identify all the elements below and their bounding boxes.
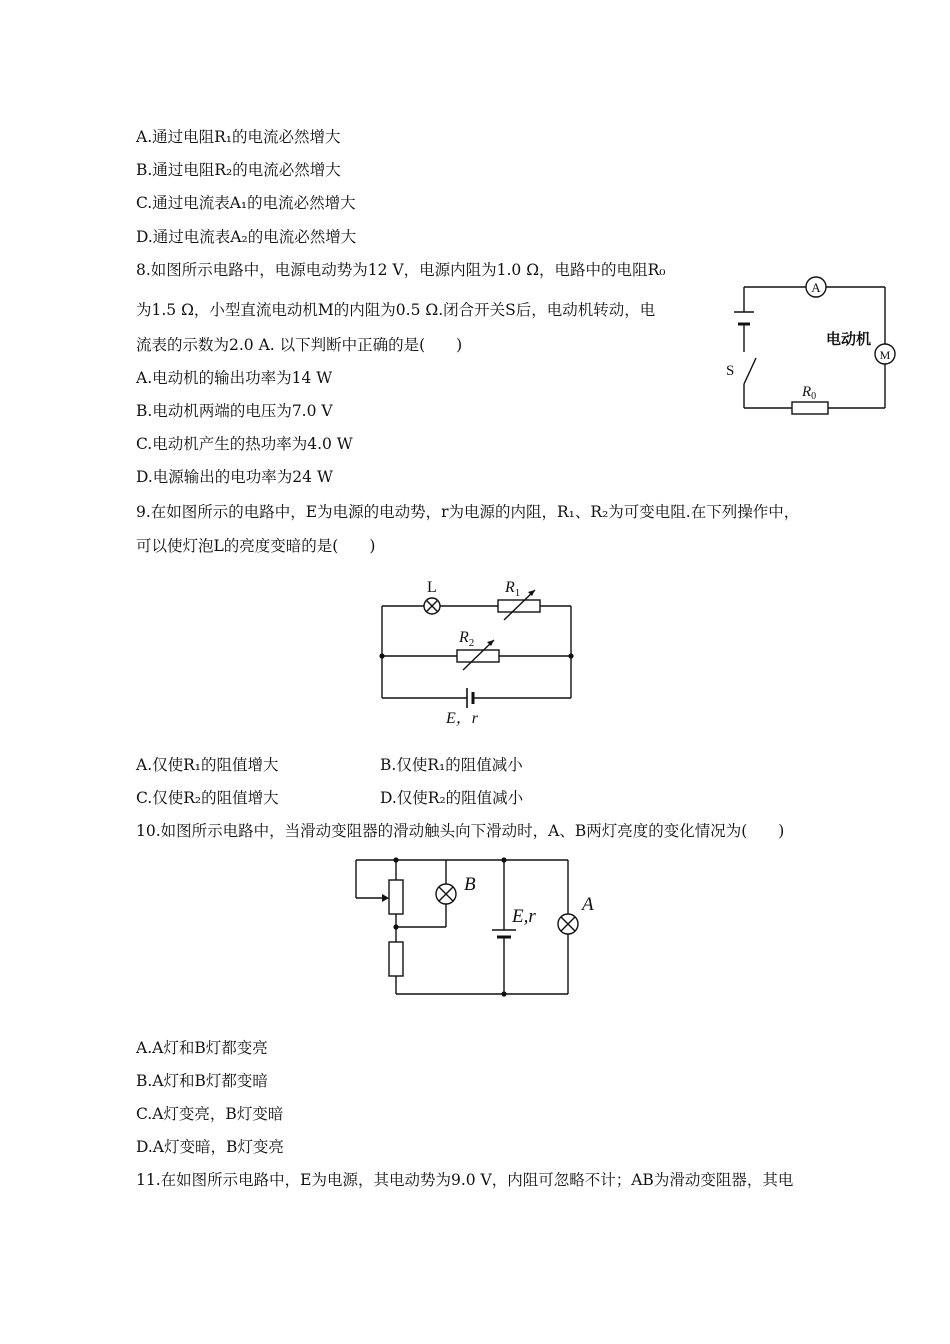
q7-option-c: C.通过电流表A₁的电流必然增大: [136, 194, 356, 212]
q10-lamp-a-label: A: [582, 894, 594, 915]
q11-stem-line-1: 11.在如图所示电路中，E为电源，其电动势为9.0 V，内阻可忽略不计；AB为滑动变阻器，其电: [136, 1171, 794, 1189]
q8-motor-label: 电动机: [826, 330, 872, 348]
q10-option-a: A.A灯和B灯都变亮: [136, 1039, 268, 1057]
q8-option-a: A.电动机的输出功率为14 W: [136, 369, 333, 387]
q7-option-b: B.通过电阻R₂的电流必然增大: [136, 161, 341, 179]
q9-r1-label: $R_1$: [505, 579, 521, 599]
q9-option-d: D.仅使R₂的阻值减小: [380, 789, 524, 807]
q8-stem-line-1: 8.如图所示电路中，电源电动势为12 V，电源内阻为1.0 Ω，电路中的电阻R₀: [136, 261, 666, 279]
q9-option-a: A.仅使R₁的阻值增大: [136, 756, 279, 774]
q8-switch-label: S: [726, 363, 735, 379]
q9-r2-label: $R_2$: [459, 629, 475, 649]
q10-stem-line-1: 10.如图所示电路中，当滑动变阻器的滑动触头向下滑动时，A、B两灯亮度的变化情况为( ): [136, 822, 785, 840]
q9-stem-line-2: 可以使灯泡L的亮度变暗的是( ): [136, 537, 376, 555]
q8-resistor-label: $R_0$: [802, 384, 817, 402]
q9-source-label: E，r: [446, 710, 479, 727]
q8-circuit-diagram: [720, 272, 910, 417]
q10-option-c: C.A灯变亮，B灯变暗: [136, 1105, 284, 1123]
q9-stem-line-1: 9.在如图所示的电路中，E为电源的电动势，r为电源的内阻，R₁、R₂为可变电阻.在下列操作中，: [136, 503, 800, 521]
q9-circuit-diagram: [372, 572, 584, 732]
q10-source-label: E,r: [512, 906, 536, 927]
q8-stem-line-3: 流表的示数为2.0 A. 以下判断中正确的是( ): [136, 336, 463, 354]
q8-option-b: B.电动机两端的电压为7.0 V: [136, 402, 333, 420]
q9-option-b: B.仅使R₁的阻值减小: [380, 756, 523, 774]
q10-circuit-diagram: [346, 850, 606, 1002]
q8-stem-line-2: 为1.5 Ω，小型直流电动机M的内阻为0.5 Ω.闭合开关S后，电动机转动，电: [136, 301, 656, 319]
q7-option-a: A.通过电阻R₁的电流必然增大: [136, 128, 341, 146]
q8-option-d: D.电源输出的电功率为24 W: [136, 468, 333, 486]
q9-lamp-label: L: [427, 579, 437, 596]
q8-motor-symbol: M: [879, 348, 891, 362]
q10-lamp-b-label: B: [464, 874, 476, 895]
q8-ammeter-label: A: [811, 280, 821, 295]
q9-option-c: C.仅使R₂的阻值增大: [136, 789, 279, 807]
q7-option-d: D.通过电流表A₂的电流必然增大: [136, 228, 357, 246]
q8-option-c: C.电动机产生的热功率为4.0 W: [136, 435, 353, 453]
q10-option-b: B.A灯和B灯都变暗: [136, 1072, 268, 1090]
q10-option-d: D.A灯变暗，B灯变亮: [136, 1138, 284, 1156]
